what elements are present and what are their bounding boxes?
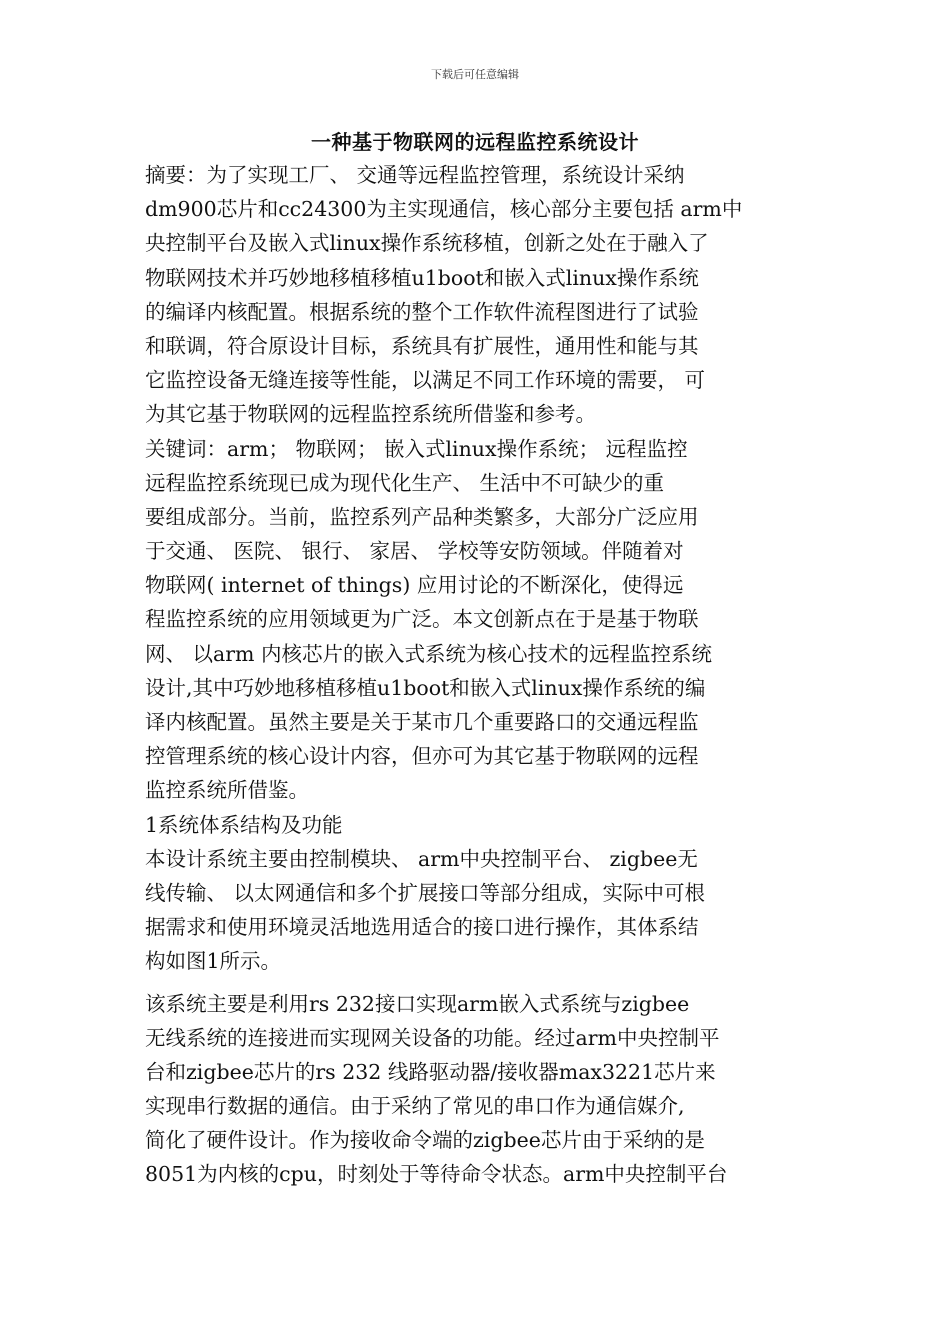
- text-line: 1系统体系结构及功能: [145, 812, 343, 837]
- text-line: 为其它基于物联网的远程监控系统所借鉴和参考。: [145, 402, 596, 427]
- paragraph-section-1-p1: [145, 842, 805, 979]
- text-line: 摘要：为了实现工厂、 交通等远程监控管理，系统设计采纳: [145, 163, 685, 187]
- text-line: 要组成部分。当前，监控系列产品种类繁多，大部分广泛应用: [145, 504, 699, 529]
- paragraph-section-1-heading: [145, 808, 805, 842]
- text-line: 监控系统所借鉴。: [145, 778, 309, 803]
- paragraph-abstract: [145, 158, 805, 432]
- page-header: 下载后可任意编辑: [431, 68, 519, 81]
- text-line: 关键词：arm； 物联网； 嵌入式linux操作系统； 远程监控: [145, 436, 688, 461]
- text-line: 该系统主要是利用rs 232接口实现arm嵌入式系统与zigbee: [145, 991, 690, 1016]
- text-line: 设计,其中巧妙地移植移植u1boot和嵌入式linux操作系统的编: [145, 675, 706, 700]
- text-line: 台和zigbee芯片的rs 232 线路驱动器/接收器max3221芯片来: [145, 1059, 716, 1084]
- text-line: 程监控系统的应用领域更为广泛。本文创新点在于是基于物联: [145, 607, 699, 632]
- text-line: 的编译内核配置。根据系统的整个工作软件流程图进行了试验: [145, 299, 699, 324]
- paragraph-keywords: [145, 432, 805, 466]
- text-line: 网、 以arm 内核芯片的嵌入式系统为核心技术的远程监控系统: [145, 641, 712, 666]
- text-line: 据需求和使用环境灵活地选用适合的接口进行操作，其体系结: [145, 915, 699, 940]
- text-line: 和联调，符合原设计目标，系统具有扩展性，通用性和能与其: [145, 333, 699, 358]
- text-line: 物联网( internet of things) 应用讨论的不断深化，使得远: [145, 573, 684, 598]
- text-line: 无线系统的连接进而实现网关设备的功能。经过arm中央控制平: [145, 1025, 720, 1050]
- document-title: 一种基于物联网的远程监控系统设计: [311, 130, 639, 154]
- text-line: 本设计系统主要由控制模块、 arm中央控制平台、 zigbee无: [145, 846, 698, 871]
- text-line: 线传输、 以太网通信和多个扩展接口等部分组成，实际中可根: [145, 880, 706, 905]
- text-line: 远程监控系统现已成为现代化生产、 生活中不可缺少的重: [145, 470, 665, 495]
- text-line: 构如图1所示。: [145, 949, 282, 974]
- text-line: dm900芯片和cc24300为主实现通信，核心部分主要包括 arm中: [145, 197, 743, 222]
- paragraph-intro: [145, 466, 805, 808]
- paragraph-section-1-p2: [145, 987, 805, 1192]
- text-line: 控管理系统的核心设计内容，但亦可为其它基于物联网的远程: [145, 744, 699, 769]
- text-line: 简化了硬件设计。作为接收命令端的zigbee芯片由于采纳的是: [145, 1128, 705, 1153]
- text-line: 于交通、 医院、 银行、 家居、 学校等安防领域。伴随着对: [145, 539, 684, 564]
- text-line: 译内核配置。虽然主要是关于某市几个重要路口的交通远程监: [145, 710, 699, 734]
- document-body: [145, 158, 805, 1192]
- text-line: 它监控设备无缝连接等性能，以满足不同工作环境的需要， 可: [145, 368, 706, 393]
- text-line: 物联网技术并巧妙地移植移植u1boot和嵌入式linux操作系统: [145, 265, 699, 290]
- text-line: 央控制平台及嵌入式linux操作系统移植，创新之处在于融入了: [145, 231, 709, 256]
- text-line: 实现串行数据的通信。由于采纳了常见的串口作为通信媒介,: [145, 1094, 685, 1119]
- text-line: 8051为内核的cpu，时刻处于等待命令状态。arm中央控制平台: [145, 1162, 728, 1187]
